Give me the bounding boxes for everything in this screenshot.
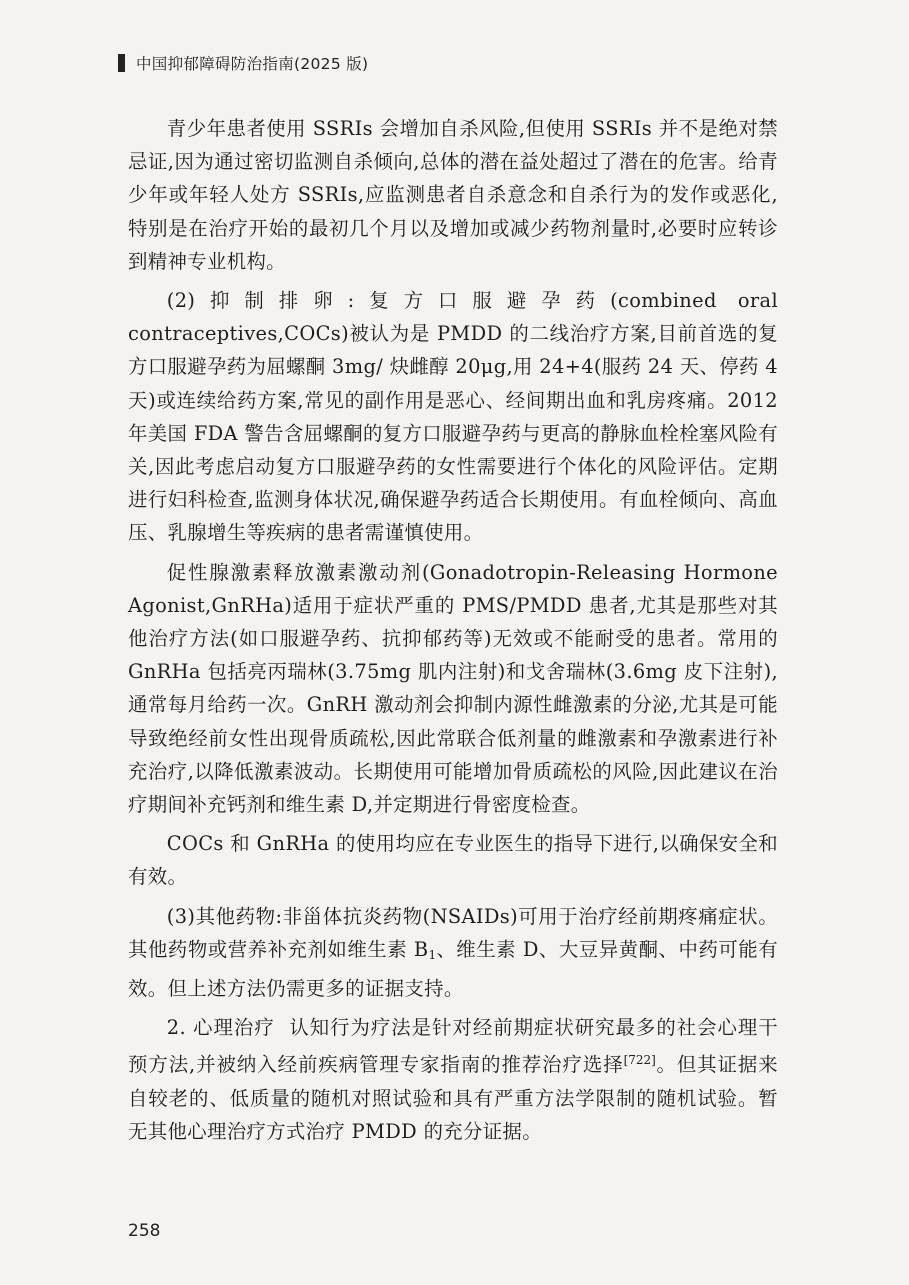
running-header	[118, 52, 368, 74]
psychotherapy-text-2: 。但其证据来自较老的、低质量的随机对照试验和具有严重方法学限制的随机试验。暂无其他心理治疗方式治疗 PMDD 的充分证据。	[128, 1053, 778, 1143]
psychotherapy-text-1: 认知行为疗法是针对经前期症状研究最多的社会心理干预方法,并被纳入经前疾病管理专家指南的推荐治疗选择	[128, 1016, 778, 1077]
paragraph-ssri-adolescents: 青少年患者使用 SSRIs 会增加自杀风险,但使用 SSRIs 并不是绝对禁忌证,因为通过密切监测自杀倾向,总体的潜在益处超过了潜在的危害。给青少年或年轻人处方 SSRIs,应监测患者自杀意念和自杀行为的发作或恶化,特别是在治疗开始的最初几个月以及增加或减少药物剂量时,必要时应转诊到精神专业机构。	[128, 117, 778, 273]
other-drugs-text-2: 、维生素 D、大豆异黄酮、中药可能有效。但上述方法仍需更多的证据支持。	[128, 937, 779, 1001]
page-number: 258	[128, 1221, 161, 1241]
body-text	[128, 112, 778, 1154]
citation-reference: [722]	[623, 1053, 656, 1068]
header-title: 中国抑郁障碍防治指南(2025 版)	[136, 55, 369, 73]
psychotherapy-heading: 2. 心理治疗	[166, 1016, 275, 1040]
paragraph-cocs-gnrha-guidance: COCs 和 GnRHa 的使用均应在专业医生的指导下进行,以确保安全和有效。	[128, 832, 778, 889]
other-drugs-text-1: (3)其他药物:非甾体抗炎药物(NSAIDs)可用于治疗经前期疼痛症状。其他药物或营养补充剂如维生素 B	[128, 904, 778, 961]
paragraph-other-drugs	[128, 900, 778, 1006]
paragraph-psychotherapy	[128, 1011, 778, 1148]
paragraph-ovulation-suppression: (2)抑制排卵:复方口服避孕药(combined oral contraceptives,COCs)被认为是 PMDD 的二线治疗方案,目前首选的复方口服避孕药为屈螺酮 3mg/ 炔雌醇 20μg,用 24+4(服药 24 天、停药 4 天)或连续给药方案,常见的副作用是恶心、经间期出血和乳房疼痛。2012 年美国 FDA 警告含屈螺酮的复方口服避孕药与更高的静脉血栓栓塞风险有关,因此考虑启动复方口服避孕药的女性需要进行个体化的风险评估。定期进行妇科检查,监测身体状况,确保避孕药适合长期使用。有血栓倾向、高血压、乳腺增生等疾病的患者需谨慎使用。	[128, 289, 778, 545]
vitamin-b-subscript: 1	[428, 947, 437, 962]
header-bar-mark	[118, 54, 125, 72]
paragraph-gnrha: 促性腺激素释放激素激动剂(Gonadotropin-Releasing Hormone Agonist,GnRHa)适用于症状严重的 PMS/PMDD 患者,尤其是那些对其他治疗方法(如口服避孕药、抗抑郁药等)无效或不能耐受的患者。常用的 GnRHa 包括亮丙瑞林(3.75mg 肌内注射)和戈舍瑞林(3.6mg 皮下注射),通常每月给药一次。GnRH 激动剂会抑制内源性雌激素的分泌,尤其是可能导致绝经前女性出现骨质疏松,因此常联合低剂量的雌激素和孕激素进行补充治疗,以降低激素波动。长期使用可能增加骨质疏松的风险,因此建议在治疗期间补充钙剂和维生素 D,并定期进行骨密度检查。	[128, 560, 778, 817]
